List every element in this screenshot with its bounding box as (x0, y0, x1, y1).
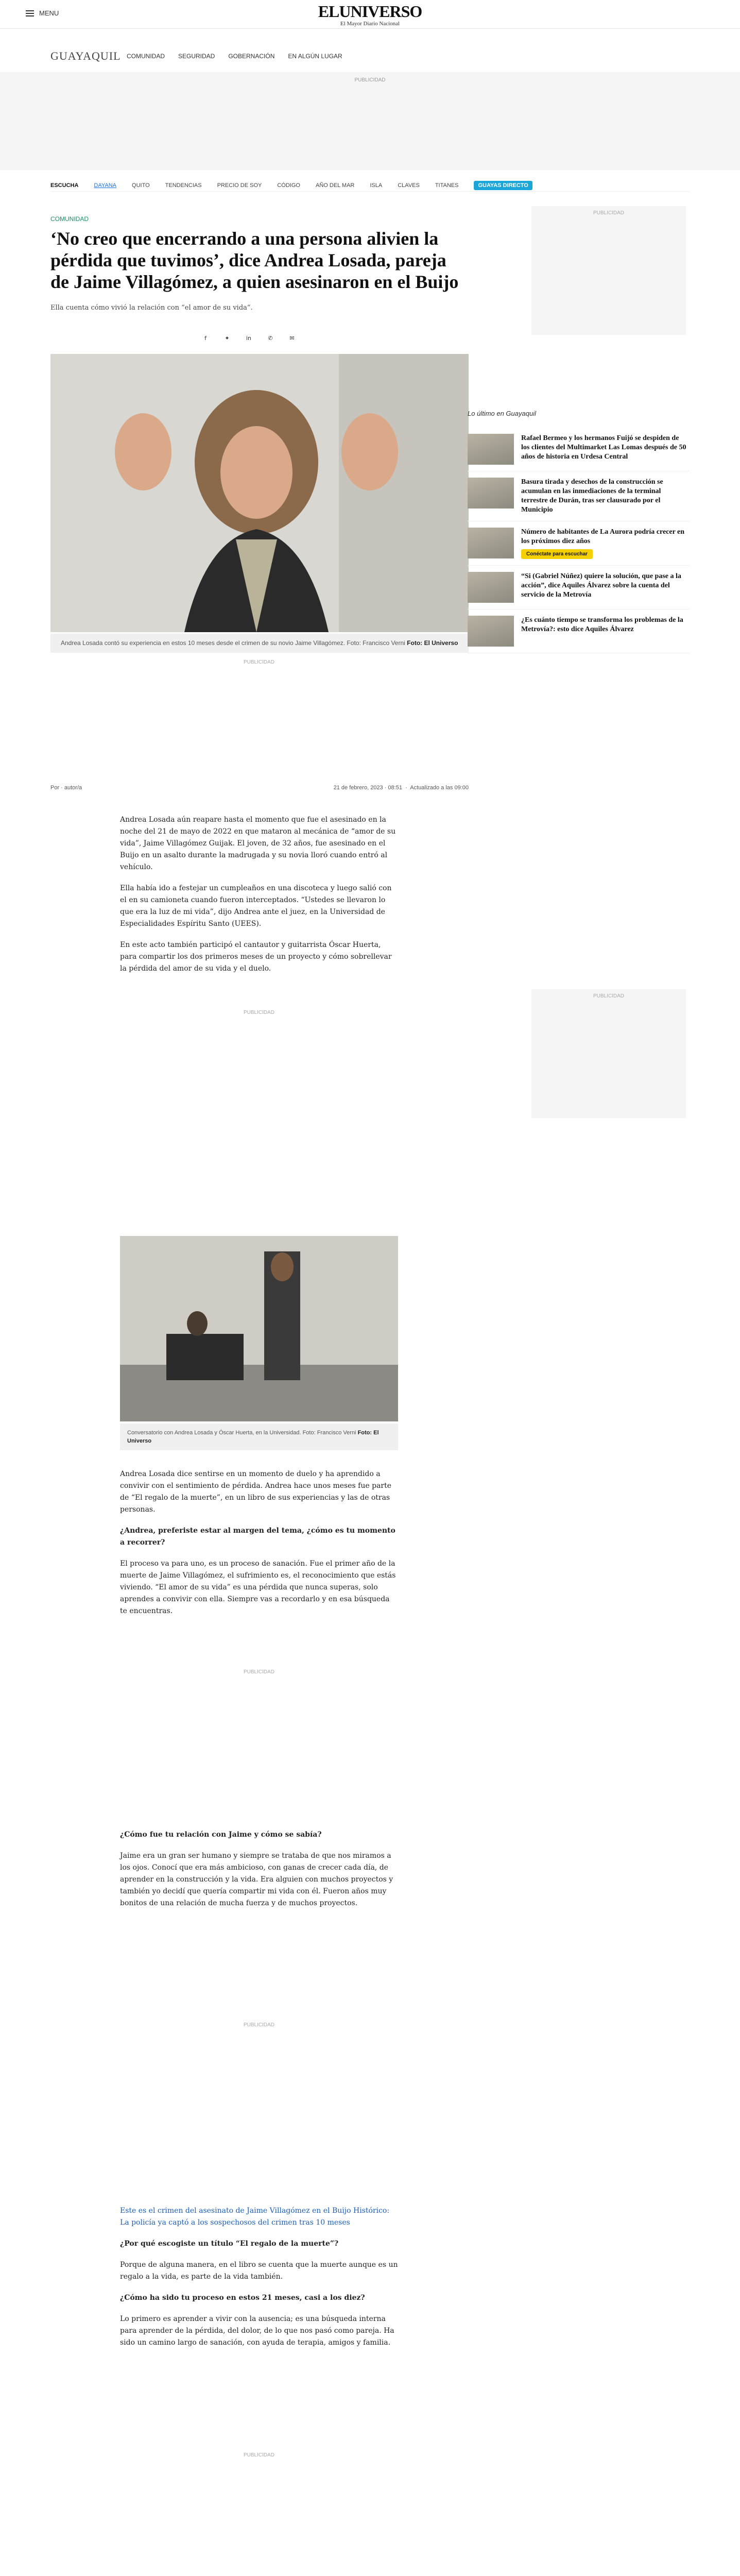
topic-link[interactable]: PRECIO DE SOY (217, 182, 262, 189)
ad-label: PUBLICIDAD (593, 210, 624, 216)
sidebar-thumbnail (468, 616, 514, 647)
topic-link[interactable]: AÑO DEL MAR (315, 182, 355, 189)
sidebar-item[interactable] (468, 566, 689, 609)
sidebar-item-title: “Si (Gabriel Núñez) quiere la solución, que pase a la acción”, dice Aquiles Álvarez sobre la cuenta del servicio de la Metrovía (521, 572, 681, 599)
paragraph: Andrea Losada dice sentirse en un momento de duelo y ha aprendido a convivir con el sentimiento de pérdida. Andrea hace unos meses fue parte de “El regalo de la muerte”, en un libro de sus experiencias y las de otras personas. (120, 1470, 391, 1514)
section-link[interactable]: SEGURIDAD (178, 53, 215, 60)
sidebar-item-title: ¿Es cuánto tiempo se transforma los problemas de la Metrovía?: esto dice Aquiles Álvarez (521, 616, 683, 633)
related-link[interactable]: Este es el crimen del asesinato de Jaime Villagómez en el Buijo Histórico: La policía ya captó a los sospechosos del crimen tras 10 meses (120, 2207, 390, 2227)
whatsapp-icon[interactable]: ✆ (268, 334, 273, 342)
inline-ad[interactable]: PUBLICIDAD (243, 1010, 274, 1015)
paragraph: Andrea Losada aún reapare hasta el momento que fue el asesinado en la noche del 21 de mayo de 2022 en que mataron al mecánica de “amor de su vida”, Jaime Villagómez Guijak. El joven, de 32 años, fue asesinado en el Buijo en un asalto durante la madrugada y su novia lloró cuando entró al vehículo. (120, 816, 396, 871)
inline-credit: Foto: El Universo (127, 1430, 379, 1444)
inline-photo (120, 1236, 398, 1421)
section-title[interactable]: GUAYAQUIL (50, 49, 121, 62)
section-link[interactable]: GOBERNACIÓN (228, 53, 275, 60)
topics-nav (50, 179, 689, 192)
sidebar-heading: Lo último en Guayaquil (468, 410, 536, 417)
section-link[interactable]: EN ALGÚN LUGAR (288, 53, 342, 60)
question: ¿Cómo fue tu relación con Jaime y cómo se sabía? (120, 1831, 322, 1839)
inline-illustration (120, 1236, 398, 1421)
sidebar-list (468, 428, 689, 653)
ad-label: PUBLICIDAD (354, 77, 386, 83)
paragraph: El proceso va para uno, es un proceso de sanación. Fue el primer año de la muerte de Jaime Villagómez, el sufrimiento es, el reconocimiento que estás viviendo. “El amor de su vida” es una pérdida que nunca superas, solo aprendes a convivir con ella. Siempre vas a recordarlo y en esa búsqueda te encuentras. (120, 1560, 396, 1615)
paragraph: En este acto también participó el cantautor y guitarrista Óscar Huerta, para compartir los dos primeros meses de un proyecto y cómo sobrellevar la pérdida del amor de su vida y el duelo. (120, 941, 392, 973)
email-icon[interactable]: ✉ (289, 334, 295, 342)
article-body-4 (120, 2205, 398, 2358)
inline-ad[interactable]: PUBLICIDAD (243, 659, 274, 665)
menu-label: MENU (39, 9, 59, 17)
site-tagline: El Mayor Diario Nacional (340, 21, 400, 27)
article-kicker[interactable]: COMUNIDAD (50, 215, 89, 223)
sidebar-item-title: Rafael Bermeo y los hermanos Fuijó se despiden de los clientes del Multimarket Las Lomas después de 50 años de historia en Urdesa Central (521, 434, 686, 461)
inline-caption-text: Conversatorio con Andrea Losada y Óscar Huerta, en la Universidad. Foto: Francisco Verni (127, 1430, 356, 1436)
article-body-2 (120, 1468, 398, 1626)
site-logo[interactable]: ELUNIVERSO (318, 2, 422, 21)
top-bar (0, 0, 740, 29)
section-link[interactable]: COMUNIDAD (127, 53, 165, 60)
inline-ad[interactable]: PUBLICIDAD (243, 1669, 274, 1675)
article-deck: Ella cuenta cómo vivió la relación con “el amor de su vida”. (50, 304, 253, 312)
topic-link[interactable]: ISLA (370, 182, 383, 189)
sidebar-thumbnail (468, 478, 514, 509)
article-meta (50, 785, 469, 791)
sidebar-item[interactable] (468, 609, 689, 653)
paragraph: Lo primero es aprender a vivir con la ausencia; es una búsqueda interna para aprender de la pérdida, del dolor, de lo que nos pasó como pareja. Ha sido un camino largo de sanación, con ayuda de terapia, amigos y familia. (120, 2315, 394, 2347)
share-bar (201, 333, 297, 343)
inline-ad[interactable]: PUBLICIDAD (243, 2022, 274, 2028)
hero-image (50, 354, 469, 632)
sidebar-thumbnail (468, 434, 514, 465)
guayas-directo-pill[interactable]: GUAYAS DIRECTO (474, 181, 532, 190)
article-body-1 (120, 814, 398, 984)
topic-link[interactable]: CLAVES (398, 182, 420, 189)
inline-caption (120, 1423, 398, 1450)
listen-button[interactable]: Conéctate para escuchar (521, 549, 593, 559)
article-body-3 (120, 1829, 398, 1919)
section-links (127, 53, 342, 60)
sidebar-thumbnail (468, 572, 514, 603)
twitter-icon[interactable]: ✦ (225, 334, 230, 342)
topic-link[interactable]: TENDENCIAS (165, 182, 202, 189)
ad-label: PUBLICIDAD (593, 993, 624, 999)
top-ad[interactable] (0, 72, 740, 170)
question: ¿Andrea, preferiste estar al margen del tema, ¿cómo es tu momento a recorrer? (120, 1527, 395, 1547)
question: ¿Por qué escogiste un título “El regalo de la muerte”? (120, 2240, 339, 2248)
topic-link[interactable]: TITANES (435, 182, 459, 189)
hero-caption (50, 634, 469, 653)
question: ¿Cómo ha sido tu proceso en estos 21 meses, casi a los diez? (120, 2294, 365, 2302)
article-headline: ‘No creo que encerrando a una persona alivien la pérdida que tuvimos’, dice Andrea Losada, pareja de Jaime Villagómez, a quien asesinaron en el Buijo (50, 228, 459, 292)
sidebar-ad[interactable] (531, 206, 686, 335)
paragraph: Jaime era un gran ser humano y siempre se trataba de que nos miramos a los ojos. Conocí que era más ambicioso, con ganas de crecer cada día, de aprender en la construcción y la vida. Era alguien con muchos proyectos y también yo decidí que quería compartir mi vida con él. Fueron años muy bonitos de una relación de mucha fuerza y de muchos proyectos. (120, 1852, 393, 1907)
date-text: 21 de febrero, 2023 · 08:51 (333, 785, 402, 791)
linkedin-icon[interactable]: in (246, 334, 252, 342)
paragraph: Ella había ido a festejar un cumpleaños en una discoteca y luego salió con el en su camioneta cuando fueron interceptados. “Ustedes se llevaron lo que era la luz de mi vida”, dijo Andrea ante el juez, en la Universidad de Especialidades Espíritu Santo (UEES). (120, 884, 392, 928)
sidebar-item-title: Número de habitantes de La Aurora podría crecer en los próximos diez años (521, 528, 685, 545)
sidebar-item[interactable] (468, 428, 689, 471)
paragraph: Porque de alguna manera, en el libro se cuenta que la muerte aunque es un regalo a la vida, es parte de la vida también. (120, 2261, 398, 2281)
sidebar-item-title: Basura tirada y desechos de la construcción se acumulan en las inmediaciones de la terminal terrestre de Durán, tras ser clausurado por el Municipio (521, 478, 663, 514)
topic-link[interactable]: DAYANA (94, 182, 117, 189)
updated-text: Actualizado a las 09:00 (410, 785, 469, 791)
sidebar-thumbnail (468, 528, 514, 558)
hero-illustration (50, 354, 469, 632)
topic-link[interactable]: QUITO (132, 182, 150, 189)
topics-lead: ESCUCHA (50, 182, 79, 189)
section-nav (50, 49, 689, 64)
hero-credit: Foto: El Universo (407, 639, 458, 647)
topic-link[interactable]: CÓDIGO (277, 182, 300, 189)
sidebar-item[interactable] (468, 471, 689, 521)
facebook-icon[interactable]: f (204, 334, 206, 342)
sidebar-ad[interactable] (531, 989, 686, 1118)
article-date: 21 de febrero, 2023 · 08:51 · Actualizado a las 09:00 (333, 785, 469, 791)
inline-ad[interactable]: PUBLICIDAD (243, 2452, 274, 2458)
sidebar-item[interactable] (468, 521, 689, 566)
article-author-short[interactable]: Por · autor/a (50, 785, 82, 791)
hero-caption-text: Andrea Losada contó su experiencia en estos 10 meses desde el crimen de su novio Jaime Villagómez. Foto: Francisco Verni (61, 639, 405, 647)
